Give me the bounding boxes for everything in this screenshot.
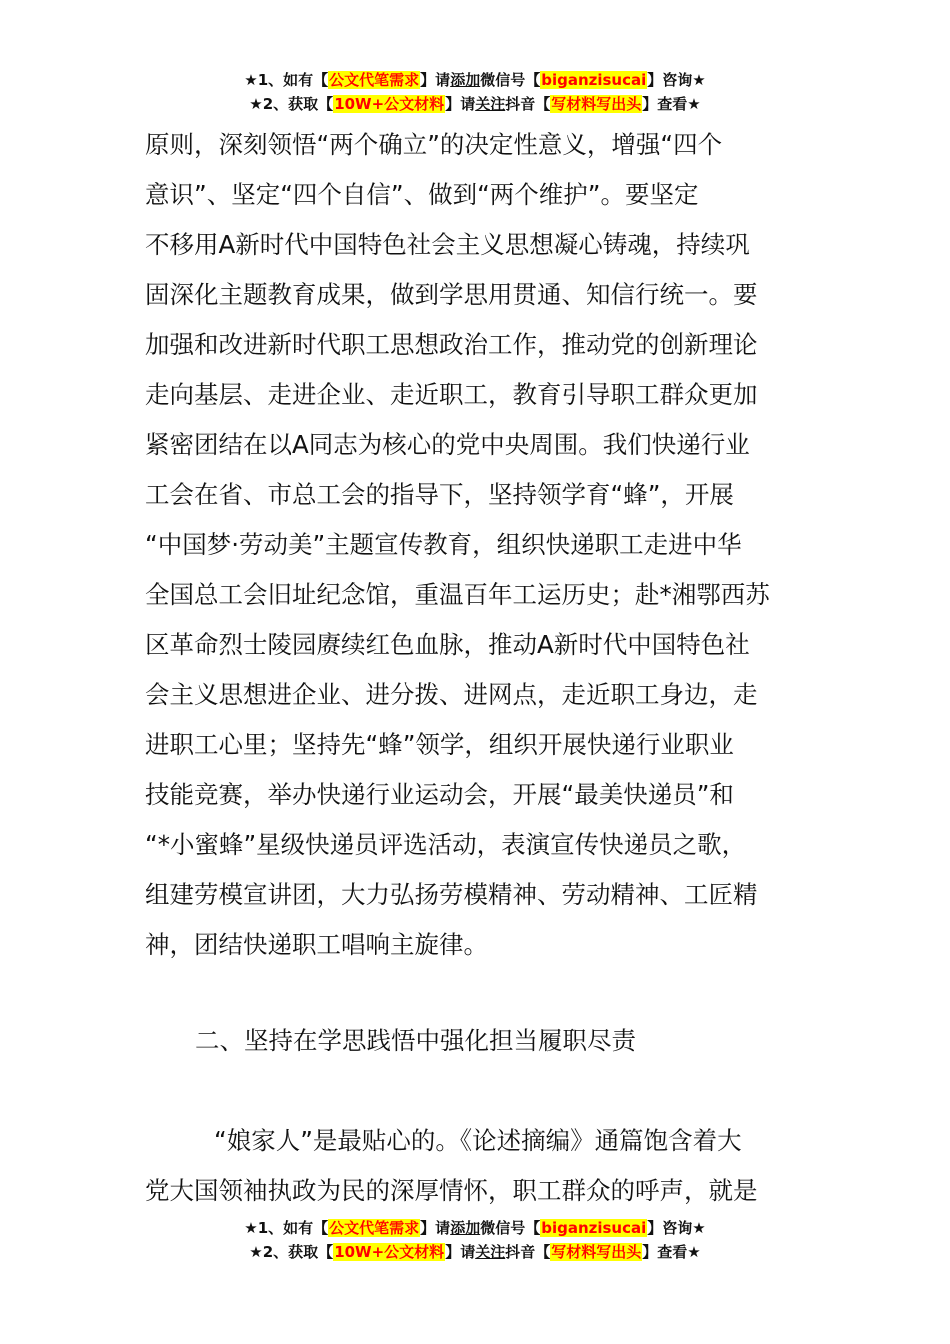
paragraph-2 [145, 1116, 810, 1216]
banner-highlight: 10W+公文材料 [334, 95, 445, 113]
banner-highlight: biganzisucai [541, 71, 647, 89]
text-line: “娘家人”是最贴心的。《论述摘编》通篇饱含着大 [214, 1126, 742, 1155]
banner-text: 】请 [420, 71, 451, 89]
section-heading: 二、坚持在学思践悟中强化担当履职尽责 [195, 1026, 636, 1055]
banner-text: 】查看★ [642, 95, 701, 113]
banner-text: ★2、获取【 [249, 1243, 334, 1261]
text-line: 区革命烈士陵园赓续红色血脉，推动A新时代中国特色社 [145, 630, 750, 659]
text-line: 不移用A新时代中国特色社会主义思想凝心铸魂，持续巩 [145, 230, 750, 259]
text-line: 技能竞赛，举办快递行业运动会，开展“最美快递员”和 [145, 780, 734, 809]
text-line: 意识”、坚定“四个自信”、做到“两个维护”。要坚定 [145, 180, 699, 209]
banner-text: 】请 [420, 1219, 451, 1237]
banner-text: 】查看★ [642, 1243, 701, 1261]
text-line: 原则，深刻领悟“两个确立”的决定性意义，增强“四个 [145, 130, 723, 159]
text-line: 全国总工会旧址纪念馆，重温百年工运历史；赴*湘鄂西苏 [145, 580, 770, 609]
banner-text: 抖音【 [505, 95, 551, 113]
bottom-banner [0, 1216, 950, 1264]
banner-emphasis: 关注 [475, 1243, 506, 1261]
text-line: 神，团结快递职工唱响主旋律。 [145, 930, 488, 959]
banner-highlight: 公文代笔需求 [329, 71, 420, 89]
text-line: “中国梦·劳动美”主题宣传教育，组织快递职工走进中华 [145, 530, 742, 559]
banner-text: 抖音【 [505, 1243, 551, 1261]
text-line: 会主义思想进企业、进分拨、进网点，走近职工身边，走 [145, 680, 758, 709]
banner-highlight: 公文代笔需求 [329, 1219, 420, 1237]
banner-emphasis: 添加 [450, 71, 481, 89]
banner-text: ★1、如有【 [244, 71, 329, 89]
banner-text: 微信号【 [480, 71, 541, 89]
banner-highlight: 10W+公文材料 [334, 1243, 445, 1261]
text-line: 党大国领袖执政为民的深厚情怀，职工群众的呼声，就是 [145, 1176, 758, 1205]
banner-text: ★1、如有【 [244, 1219, 329, 1237]
text-line: 走向基层、走进企业、走近职工，教育引导职工群众更加 [145, 380, 758, 409]
banner-text: 】咨询★ [647, 71, 706, 89]
text-line: 固深化主题教育成果，做到学思用贯通、知信行统一。要 [145, 280, 758, 309]
banner-text: 】咨询★ [647, 1219, 706, 1237]
banner-highlight: 写材料写出头 [551, 1243, 642, 1261]
banner-line-2 [0, 92, 950, 116]
text-line: 紧密团结在以A同志为核心的党中央周围。我们快递行业 [145, 430, 750, 459]
banner-text: ★2、获取【 [249, 95, 334, 113]
text-line: 进职工心里；坚持先“蜂”领学，组织开展快递行业职业 [145, 730, 734, 759]
top-banner [0, 68, 950, 116]
banner-text: 】请 [445, 1243, 476, 1261]
banner-emphasis: 添加 [450, 1219, 481, 1237]
banner-text: 微信号【 [480, 1219, 541, 1237]
banner-highlight: biganzisucai [541, 1219, 647, 1237]
banner-line-2 [0, 1240, 950, 1264]
paragraph-1 [145, 120, 810, 970]
banner-highlight: 写材料写出头 [551, 95, 642, 113]
text-line: 加强和改进新时代职工思想政治工作，推动党的创新理论 [145, 330, 758, 359]
banner-emphasis: 关注 [475, 95, 506, 113]
banner-line-1 [0, 68, 950, 92]
banner-text: 】请 [445, 95, 476, 113]
banner-line-1 [0, 1216, 950, 1240]
text-line: 组建劳模宣讲团，大力弘扬劳模精神、劳动精神、工匠精 [145, 880, 758, 909]
text-line: “*小蜜蜂”星级快递员评选活动，表演宣传快递员之歌， [145, 830, 747, 859]
text-line: 工会在省、市总工会的指导下，坚持领学育“蜂”，开展 [145, 480, 734, 509]
